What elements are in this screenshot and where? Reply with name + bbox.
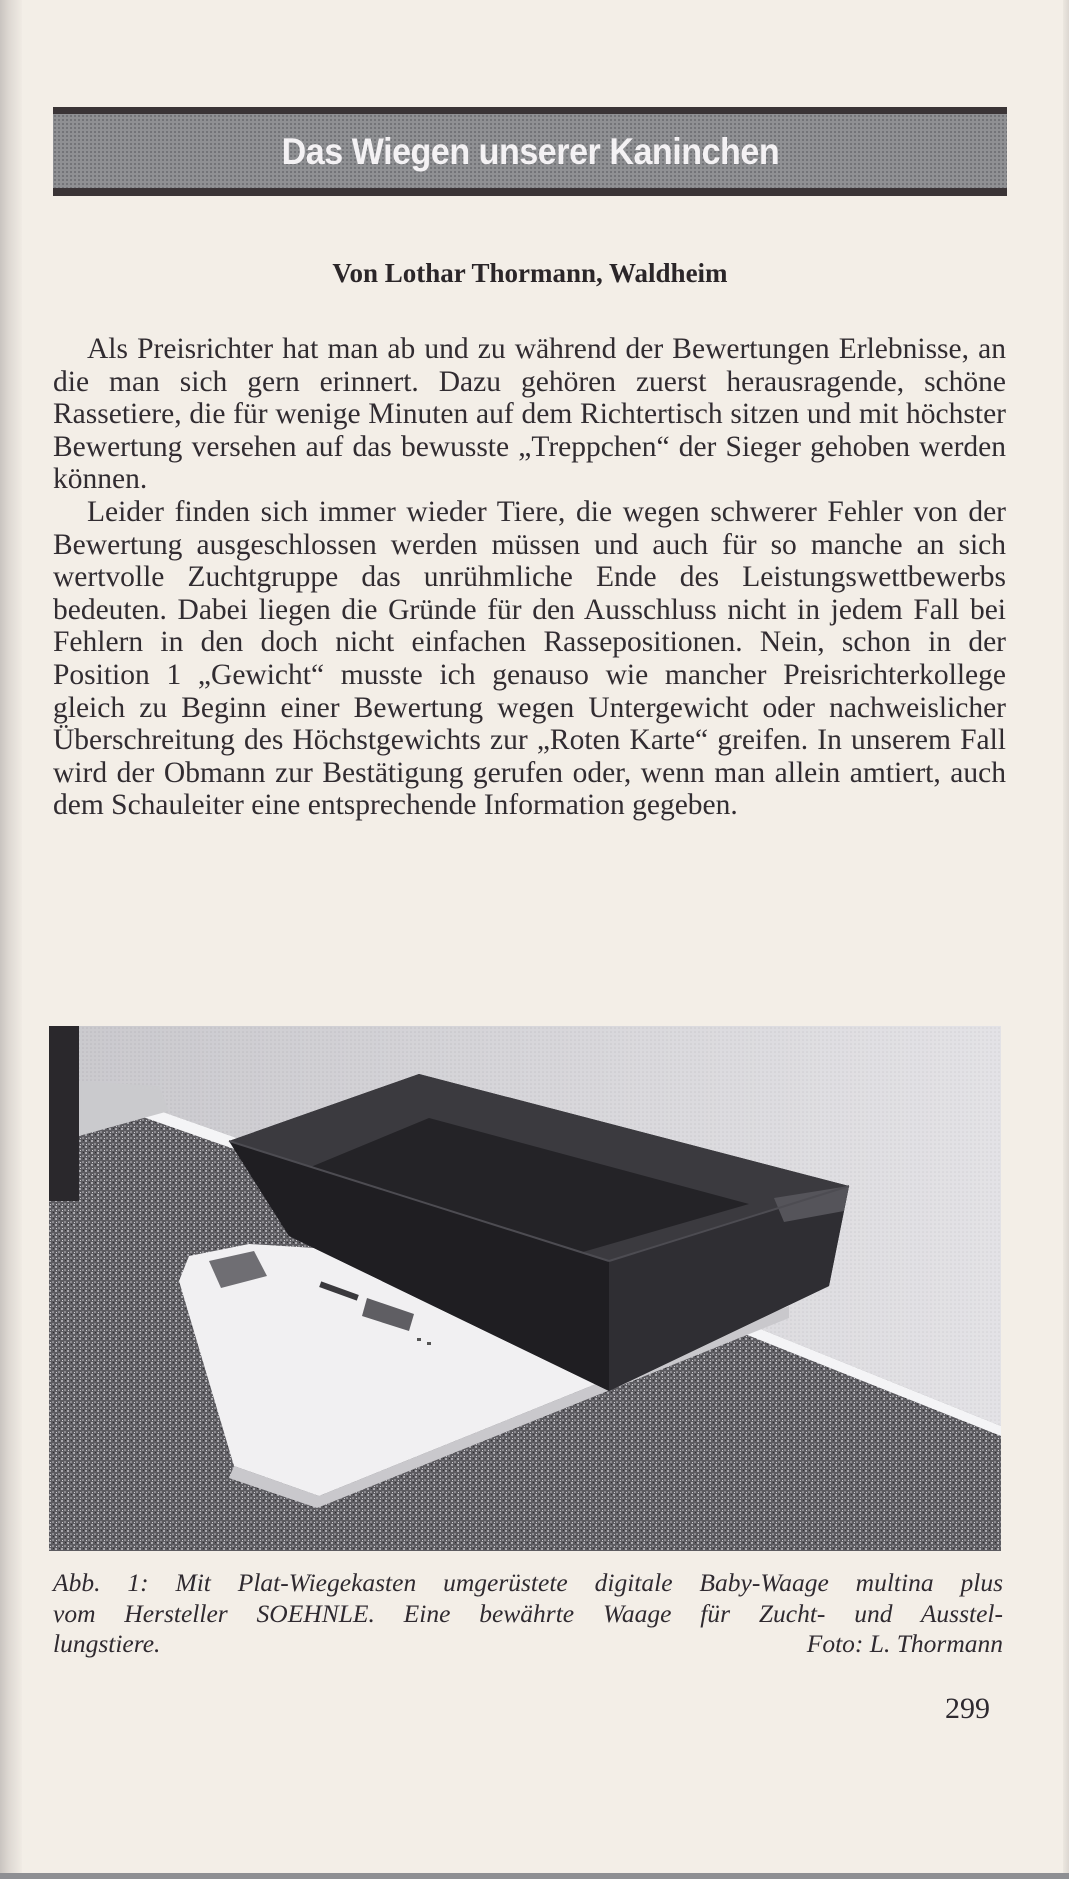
caption-line: vom Hersteller SOEHNLE. Eine bewährte Waage für Zucht- und Ausstel- [53, 1598, 1003, 1628]
door-frame [49, 1026, 79, 1201]
caption-line-end: lungstiere. [53, 1629, 161, 1658]
page-number: 299 [945, 1692, 990, 1725]
photo-illustration [49, 1026, 1001, 1551]
article-body [53, 333, 1006, 822]
figure-caption [53, 1568, 1003, 1660]
caption-line: Abb. 1: Mit Plat-Wiegekasten umgerüstete digitale Baby-Waage multina plus [53, 1568, 1003, 1597]
photo-credit: Foto: L. Thormann [806, 1629, 1003, 1658]
figure-photo [49, 1026, 1001, 1551]
paragraph: Leider finden sich immer wieder Tiere, die wegen schwerer Fehler von der Bewertung ausgeschlossen werden müssen und auch für so manche an sich wertvolle Zuchtgruppe das unrühmliche Ende des Leistungswettbewerbs bedeuten. Dabei liegen die Gründe für den Ausschluss nicht in jedem Fall bei Fehlern in den doch nicht einfachen Rassepositionen. Nein, schon in der Position 1 „Gewicht“ musste ich genauso wie mancher Preisrichterkollege gleich zu Beginn einer Bewertung wegen Untergewicht oder nachweislicher Überschreitung des Höchstgewichts zur „Roten Karte“ greifen. In unserem Fall wird der Obmann zur Bestätigung gerufen oder, wenn man allein amtiert, auch dem Schauleiter eine entsprechende Information gegeben. [53, 495, 1006, 822]
page-binding-shadow [0, 0, 22, 1879]
article-title: Das Wiegen unserer Kaninchen [281, 131, 779, 172]
scan-bottom-edge [0, 1873, 1069, 1879]
caption-line [53, 1629, 1003, 1660]
article-header-bar [53, 107, 1007, 196]
paragraph: Als Preisrichter hat man ab und zu während der Bewertungen Erlebnisse, an die man sich gern erinnert. Dazu gehören zuerst herausragende, schöne Rassetiere, die für wenige Minuten auf dem Richtertisch sitzen und mit höchster Bewertung versehen auf das bewusste „Treppchen“ der Sieger gehoben werden können. [53, 333, 1006, 496]
author-line: Von Lothar Thormann, Waldheim [332, 258, 728, 288]
page-edge [1063, 0, 1069, 1879]
